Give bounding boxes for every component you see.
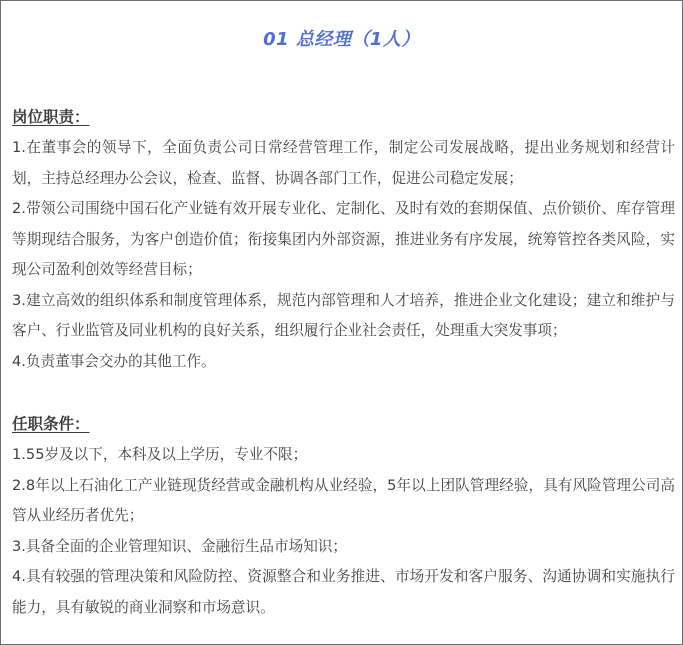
requirement-item-3: 3.具备全面的企业管理知识、金融衍生品市场知识； bbox=[12, 537, 347, 555]
duty-item-2: 2.带领公司围绕中国石化产业链有效开展专业化、定制化、及时有效的套期保值、点价锁价、库存管理等期现结合服务，为客户创造价值；衔接集团内外部资源，推进业务有序发展，统筹管控各类风险，实现公司盈利创效等经营目标； bbox=[12, 200, 675, 278]
duty-item-1: 1.在董事会的领导下，全面负责公司日常经营管理工作，制定公司发展战略，提出业务规划和经营计划，主持总经理办公会议，检查、监督、协调各部门工作，促进公司稳定发展； bbox=[12, 139, 675, 187]
requirement-item-1: 1.55岁及以下，本科及以上学历，专业不限； bbox=[12, 446, 308, 463]
requirement-item-2: 2.8年以上石油化工产业链现货经营或金融机构从业经验，5年以上团队管理经验，具有风险管理公司高管从业经历者优先； bbox=[12, 476, 675, 524]
duties-heading: 岗位职责： bbox=[12, 108, 90, 126]
duty-item-4: 4.负责董事会交办的其他工作。 bbox=[12, 352, 216, 370]
requirements-heading: 任职条件： bbox=[12, 415, 90, 433]
position-title: 01 总经理（1人） bbox=[263, 29, 420, 50]
requirement-item-4: 4.具有较强的管理决策和风险防控、资源整合和业务推进、市场开发和客户服务、沟通协调和实施执行能力，具有敏锐的商业洞察和市场意识。 bbox=[12, 568, 675, 616]
job-description bbox=[12, 102, 675, 623]
section-spacer bbox=[12, 377, 675, 409]
duty-item-3: 3.建立高效的组织体系和制度管理体系，规范内部管理和人才培养，推进企业文化建设；建立和维护与客户、行业监管及同业机构的良好关系，组织履行企业社会责任，处理重大突发事项； bbox=[12, 291, 675, 339]
